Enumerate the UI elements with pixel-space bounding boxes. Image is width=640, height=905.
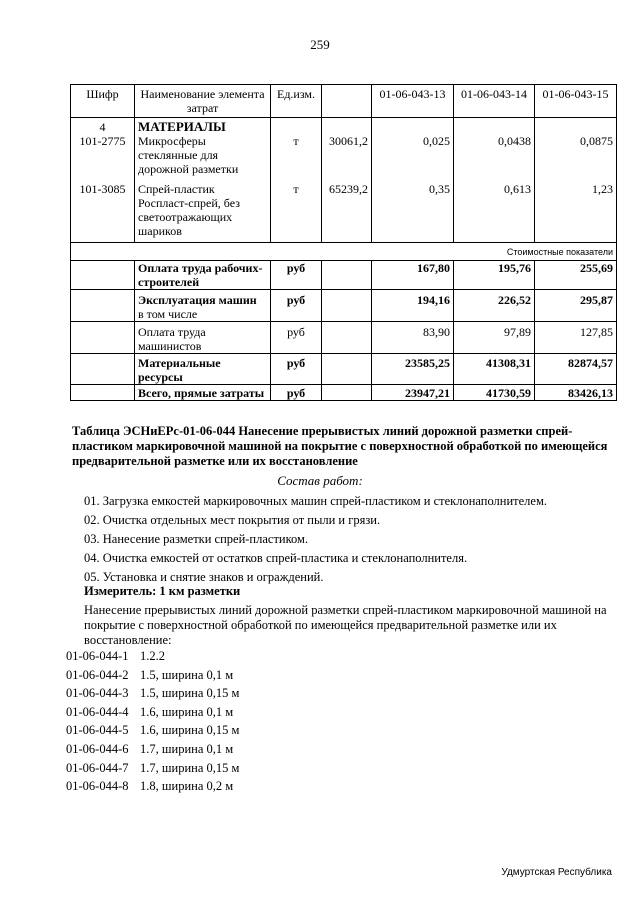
- table-row: [71, 176, 617, 243]
- material-value-14: 0,0438: [454, 134, 535, 176]
- list-item: [66, 760, 239, 779]
- material-name: Микросферы стеклянные для дорожной разметки: [135, 134, 271, 176]
- cost-value-14: 226,52: [454, 290, 535, 322]
- cost-value-15: 295,87: [535, 290, 617, 322]
- item-text: 1.8, ширина 0,2 м: [140, 779, 234, 794]
- material-value-14: 0,613: [454, 176, 535, 243]
- item-code: 01-06-044-4: [66, 704, 129, 719]
- list-item: 05. Установка и снятие знаков и ограждений.: [84, 570, 324, 584]
- code-list: [66, 648, 239, 797]
- cost-value-14: 41308,31: [454, 354, 535, 385]
- cost-name: Оплата труда рабочих-строителей: [135, 261, 271, 290]
- table-row: [71, 385, 617, 401]
- stoim-row: [71, 243, 617, 261]
- table-caption: Таблица ЭСНиЕРс-01-06-044 Нанесение прерывистых линий дорожной разметки спрей-пластиком маркировочной машиной на покрытие с поверхностной обработкой по имеющейся предварительной разметке или их восстановление: [72, 424, 608, 468]
- work-list: [84, 493, 547, 588]
- col-header-price: [322, 85, 372, 118]
- col-header-code: Шифр: [71, 85, 135, 118]
- table-row: [71, 354, 617, 385]
- cost-value-13: 83,90: [372, 322, 454, 354]
- material-code: 101-2775: [71, 134, 135, 176]
- material-price: 30061,2: [322, 134, 372, 176]
- cost-value-13: 23947,21: [372, 385, 454, 401]
- table-row: [71, 261, 617, 290]
- section-title: МАТЕРИАЛЫ: [135, 118, 271, 135]
- list-item: 03. Нанесение разметки спрей-пластиком.: [84, 532, 309, 546]
- list-item: [66, 704, 239, 723]
- composition-title: Состав работ:: [277, 473, 363, 488]
- item-text: 1.7, ширина 0,1 м: [140, 741, 234, 756]
- cost-name: Всего, прямые затраты: [135, 385, 271, 401]
- list-item: [66, 722, 239, 741]
- cost-subnote: в том числе: [138, 307, 198, 321]
- cost-value-15: 82874,57: [535, 354, 617, 385]
- col-header-name: Наименование элемента затрат: [135, 85, 271, 118]
- col-header-043-13: 01-06-043-13: [372, 85, 454, 118]
- list-item: [66, 685, 239, 704]
- item-text: 1.5, ширина 0,1 м: [140, 667, 234, 682]
- cost-value-14: 195,76: [454, 261, 535, 290]
- cost-unit: руб: [271, 290, 322, 322]
- cost-value-13: 167,80: [372, 261, 454, 290]
- item-text: 1.6, ширина 0,15 м: [140, 723, 240, 738]
- list-item: [66, 741, 239, 760]
- list-item: 01. Загрузка емкостей маркировочных машин спрей-пластиком и стеклонаполнителем.: [84, 494, 548, 508]
- item-code: 01-06-044-3: [66, 686, 129, 701]
- item-text: 1.7, ширина 0,15 м: [140, 760, 240, 775]
- cost-unit: руб: [271, 354, 322, 385]
- cost-value-13: 23585,25: [372, 354, 454, 385]
- table-row: [71, 322, 617, 354]
- item-code: 01-06-044-1: [66, 649, 129, 663]
- item-code: 01-06-044-2: [66, 667, 129, 682]
- cost-value-15: 255,69: [535, 261, 617, 290]
- material-code: 101-3085: [71, 176, 135, 243]
- cost-unit: руб: [271, 322, 322, 354]
- list-item: [66, 667, 239, 686]
- stoim-label: Стоимостные показатели: [71, 243, 617, 261]
- section-code: 4: [71, 118, 135, 135]
- cost-value-15: 83426,13: [535, 385, 617, 401]
- cost-value-15: 127,85: [535, 322, 617, 354]
- cost-value-14: 97,89: [454, 322, 535, 354]
- material-value-13: 0,35: [372, 176, 454, 243]
- cost-value-14: 41730,59: [454, 385, 535, 401]
- material-unit: т: [271, 134, 322, 176]
- list-item: [66, 648, 239, 667]
- page-number: 259: [310, 37, 330, 52]
- item-code: 01-06-044-5: [66, 723, 129, 738]
- col-header-043-15: 01-06-043-15: [535, 85, 617, 118]
- list-item: 04. Очистка емкостей от остатков спрей-пластика и стеклонаполнителя.: [84, 551, 468, 565]
- cost-name: Оплата труда машинистов: [135, 322, 271, 354]
- cost-unit: руб: [271, 261, 322, 290]
- cost-unit: руб: [271, 385, 322, 401]
- measurer: Измеритель: 1 км разметки: [84, 584, 241, 598]
- footer-region: Удмуртская Республика: [501, 867, 612, 878]
- item-text: 1.6, ширина 0,1 м: [140, 704, 234, 719]
- material-name: Спрей-пластик Роспласт-спрей, без светоотражающих шариков: [135, 176, 271, 243]
- list-item: [66, 778, 239, 797]
- cost-value-13: 194,16: [372, 290, 454, 322]
- list-item: 02. Очистка отдельных мест покрытия от пыли и грязи.: [84, 513, 381, 527]
- table-row: [71, 290, 617, 322]
- cost-name: Эксплуатация машин: [138, 293, 257, 307]
- description: Нанесение прерывистых линий дорожной разметки спрей-пластиком маркировочной машиной на покрытие с поверхностной обработкой по имеющейся предварительной разметке или их восстановление:: [84, 603, 607, 647]
- material-price: 65239,2: [322, 176, 372, 243]
- cost-name: Материальные ресурсы: [135, 354, 271, 385]
- col-header-043-14: 01-06-043-14: [454, 85, 535, 118]
- item-text: 1.2.2: [140, 649, 165, 663]
- material-value-15: 1,23: [535, 176, 617, 243]
- material-value-15: 0,0875: [535, 134, 617, 176]
- item-code: 01-06-044-6: [66, 741, 129, 756]
- item-text: 1.5, ширина 0,15 м: [140, 686, 240, 701]
- table-header-row: [71, 85, 617, 118]
- cost-table: [70, 84, 617, 401]
- material-value-13: 0,025: [372, 134, 454, 176]
- table-row: [71, 118, 617, 135]
- item-code: 01-06-044-8: [66, 779, 129, 794]
- col-header-unit: Ед.изм.: [271, 85, 322, 118]
- table-row: [71, 134, 617, 176]
- item-code: 01-06-044-7: [66, 760, 129, 775]
- material-unit: т: [271, 176, 322, 243]
